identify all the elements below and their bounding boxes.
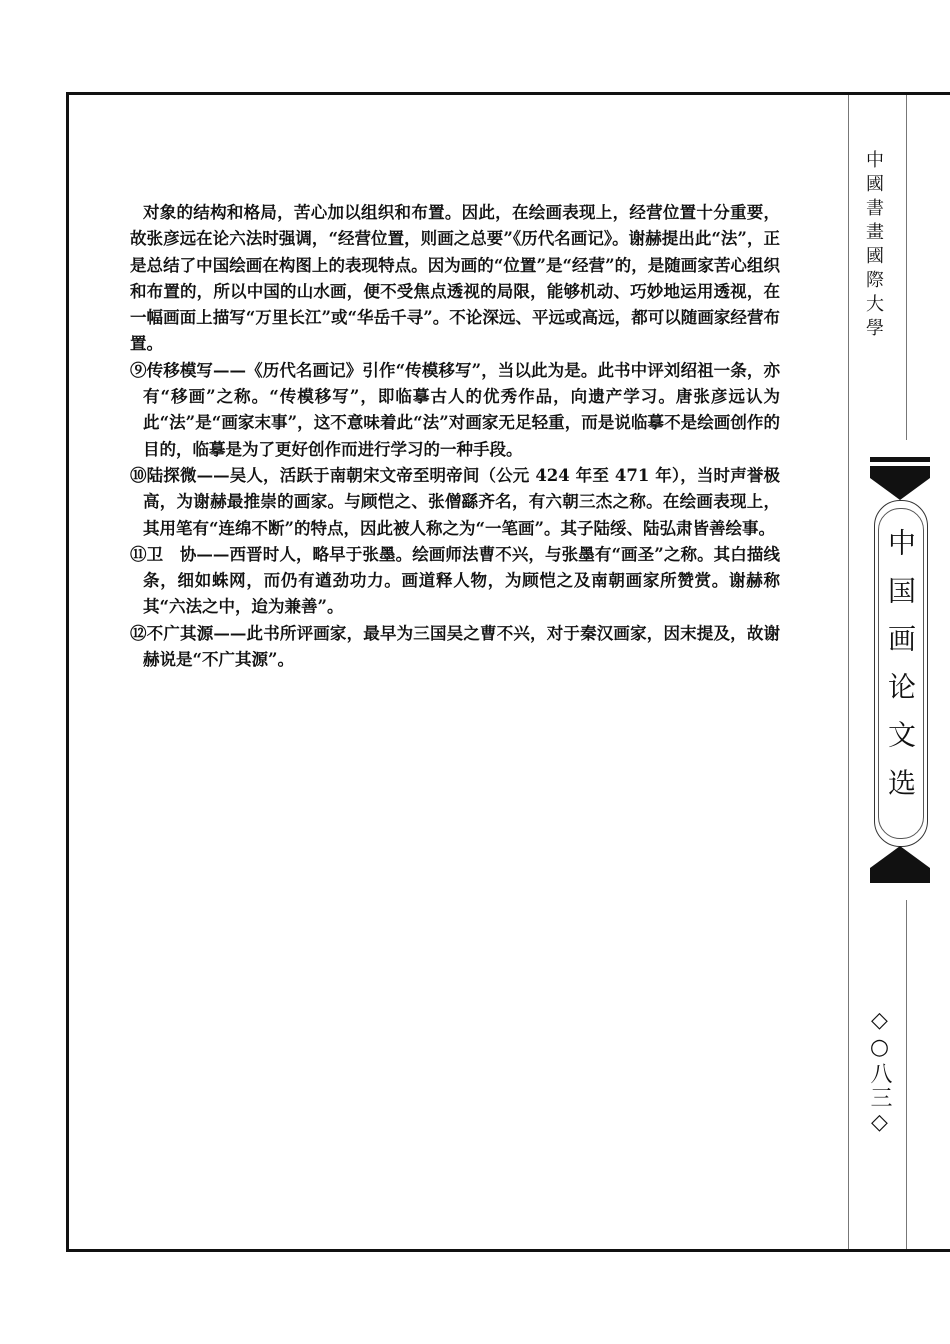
university-name: 中國書畫國際大學 xyxy=(863,150,884,342)
side-column-rule xyxy=(848,95,849,1249)
footnote-9: ⑨传移模写——《历代名画记》引作“传模移写”，当以此为是。此书中评刘绍祖一条，亦有“移画”之称。“传模移写”，即临摹古人的优秀作品，向遗产学习。唐张彦远认为此“法”是“画家末事”，这不意味着此“法”对画家无足轻重，而是说临摹不是绘画创作的目的，临摹是为了更好创作而进行学习的一种手段。 xyxy=(130,360,780,459)
page-frame-top xyxy=(66,92,950,95)
page-frame-left xyxy=(66,92,69,1252)
page-body xyxy=(130,200,780,673)
title-cap-top-ornament xyxy=(870,466,930,502)
page-number: ◇○八三◇ xyxy=(867,1008,892,1137)
title-band-bottom xyxy=(870,878,930,883)
side-column-rule-lower xyxy=(906,900,907,1249)
body-paragraph: 对象的结构和格局，苦心加以组织和布置。因此，在绘画表现上，经营位置十分重要，故张彦远在论六法时强调，“经营位置，则画之总要”《历代名画记》。谢赫提出此“法”，正是总结了中国绘画在构图上的表现特点。因为画的“位置”是“经营”的，是随画家苦心组织和布置的，所以中国的山水画，便不受焦点透视的局限，能够机动、巧妙地运用透视，在一幅画面上描写“万里长江”或“华岳千寻”。不论深远、平远或高远，都可以随画家经营布置。 xyxy=(130,203,780,354)
book-title: 中国画论文选 xyxy=(884,528,917,816)
page-frame-bottom xyxy=(66,1249,950,1252)
title-cap-bottom-ornament xyxy=(870,846,930,878)
side-column-rule-upper xyxy=(906,95,907,440)
footnote-10: ⑩陆探微——吴人，活跃于南朝宋文帝至明帝间（公元 424 年至 471 年），当时声誉极高，为谢赫最推崇的画家。与顾恺之、张僧繇齐名，有六朝三杰之称。在绘画表现上，其用笔有“连绵不断”的特点，因此被人称之为“一笔画”。其子陆绥、陆弘肃皆善绘事。 xyxy=(130,465,780,538)
title-band-top xyxy=(870,457,930,462)
footnote-12: ⑫不广其源——此书所评画家，最早为三国吴之曹不兴，对于秦汉画家，因末提及，故谢赫说是“不广其源”。 xyxy=(130,623,780,670)
footnote-11: ⑪卫 协——西晋时人，略早于张墨。绘画师法曹不兴，与张墨有“画圣”之称。其白描线条，细如蛛网，而仍有遒劲功力。画道释人物，为顾恺之及南朝画家所赞赏。谢赫称其“六法之中，迨为兼善”。 xyxy=(130,544,780,617)
